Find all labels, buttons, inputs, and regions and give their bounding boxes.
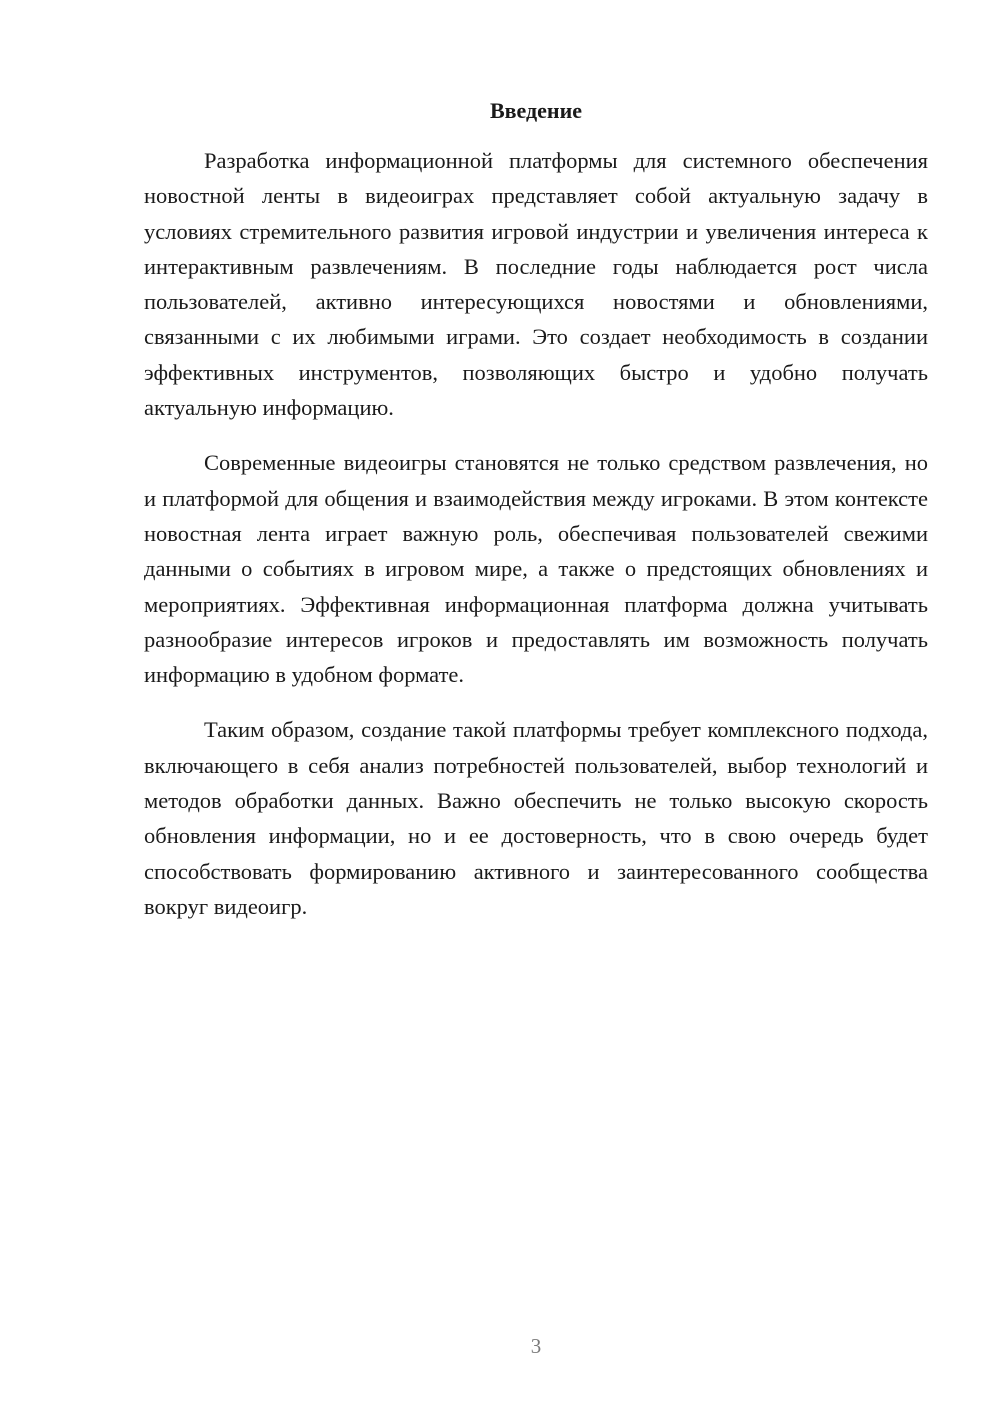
body-text	[144, 143, 928, 944]
page-number: 3	[530, 1334, 542, 1358]
paragraph-3: Таким образом, создание такой платформы требует комплексного подхода, включающего в себя анализ потребностей пользователей, выбор технологий и методов обработки данных. Важно обеспечить не только высокую скорость обновления информации, но и ее достоверность, что в свою очередь будет способствовать формированию активного и заинтересованного сообщества вокруг видеоигр.	[144, 717, 928, 919]
section-title: Введение	[489, 98, 583, 123]
paragraph-1: Разработка информационной платформы для системного обеспечения новостной ленты в видеоиграх представляет собой актуальную задачу в условиях стремительного развития игровой индустрии и увеличения интереса к интерактивным развлечениям. В последние годы наблюдается рост числа пользователей, активно интересующихся новостями и обновлениями, связанными с их любимыми играми. Это создает необходимость в создании эффективных инструментов, позволяющих быстро и удобно получать актуальную информацию.	[144, 148, 928, 421]
paragraph-2: Современные видеоигры становятся не только средством развлечения, но и платформой для общения и взаимодействия между игроками. В этом контексте новостная лента играет важную роль, обеспечивая пользователей свежими данными о событиях в игровом мире, а также о предстоящих обновлениях и мероприятиях. Эффективная информационная платформа должна учитывать разнообразие интересов игроков и предоставлять им возможность получать информацию в удобном формате.	[144, 450, 928, 688]
